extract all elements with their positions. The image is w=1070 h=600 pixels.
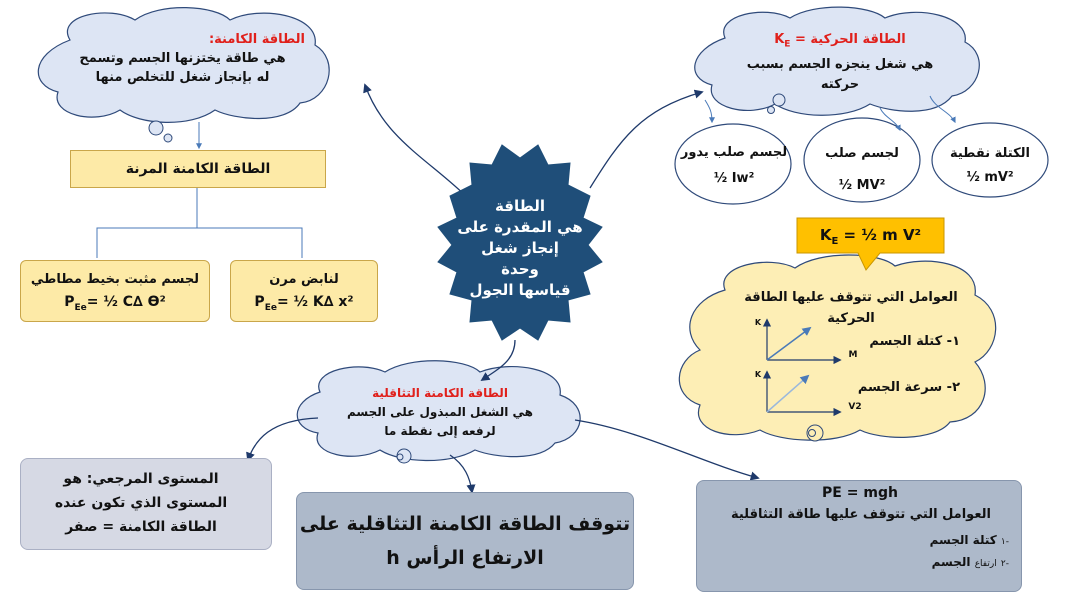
height-note-line: الارتفاع الرأس h xyxy=(386,547,544,569)
pe-factor-height: -٢ ارتفاع الجسم xyxy=(931,555,1009,569)
pe-formula: PE = mgh xyxy=(822,485,898,501)
elastic-wire-label: لجسم مثبت بخيط مطاطي xyxy=(30,272,200,287)
elastic-wire-formula: $P_{Ee}=$ ½ C∆ ϴ² xyxy=(64,294,166,313)
graph2-x-label: V2 xyxy=(848,402,862,412)
elastic-wire-box xyxy=(20,260,210,322)
reference-level-box xyxy=(20,458,272,550)
kinetic-title-symbol: $K_E$ xyxy=(774,32,791,50)
kinetic-title-text: الطاقة الحركية = xyxy=(794,32,906,47)
gravitational-line: هي الشغل المبذول على الجسم xyxy=(347,405,533,419)
gravitational-definition xyxy=(330,384,550,441)
case-rigid-body-formula: ½ MV² xyxy=(838,178,886,193)
kinetic-factor-speed: ٢- سرعة الجسم xyxy=(857,380,960,395)
center-line: إنجاز شغل xyxy=(481,239,559,257)
spring-box xyxy=(230,260,378,322)
center-line: هي المقدرة على xyxy=(457,218,583,236)
graph1-y-label: K xyxy=(754,318,762,327)
case-rotating-body-label: لجسم صلب يدور xyxy=(680,145,788,160)
kinetic-factor-mass: ١- كتلة الجسم xyxy=(869,334,960,349)
potential-definition xyxy=(60,30,305,87)
center-line: قياسها الجول xyxy=(469,281,571,299)
kinetic-line: هي شغل ينجزه الجسم بسبب xyxy=(746,56,934,72)
reference-line: الطاقة الكامنة = صفر xyxy=(65,519,217,535)
reference-line: المستوى الذي تكون عنده xyxy=(54,495,228,511)
case-rotating-body-formula: ½ Iw² xyxy=(713,171,755,186)
kinetic-factors-title: العوامل التي تتوقف عليها الطاقة الحركية xyxy=(744,290,958,326)
height-note-line: تتوقف الطاقة الكامنة التثاقلية على xyxy=(299,513,631,535)
pe-factor-mass: -١ كتلة الجسم xyxy=(929,533,1009,547)
gravitational-line: لرفعه إلى نقطة ما xyxy=(384,424,496,438)
potential-line: له بإنجاز شغل للتخلص منها xyxy=(95,70,270,85)
center-line: وحدة xyxy=(501,260,539,278)
potential-title: الطاقة الكامنة: xyxy=(208,32,305,47)
kinetic-title xyxy=(722,30,958,55)
center-definition xyxy=(440,196,600,301)
pe-factors-title: العوامل التي تتوقف عليها طاقة التثاقلية xyxy=(730,507,991,522)
potential-line: هي طاقة يختزنها الجسم وتسمح xyxy=(79,51,286,66)
spring-label: لنابض مرن xyxy=(269,272,339,287)
height-note-box xyxy=(296,492,634,590)
pe-factors-box xyxy=(696,480,1022,592)
reference-line: المستوى المرجعي: هو xyxy=(63,471,219,487)
elastic-potential-title: الطاقة الكامنة المرنة xyxy=(125,161,271,177)
case-point-mass xyxy=(940,142,1040,190)
case-rotating-body xyxy=(680,140,788,192)
kinetic-definition xyxy=(722,30,958,95)
gravitational-title: الطاقة الكامنة التثاقلية xyxy=(372,386,508,400)
graph1-x-label: M xyxy=(848,350,858,360)
case-point-mass-formula: ½ mV² xyxy=(966,170,1014,185)
kinetic-line: حركته xyxy=(820,76,860,92)
center-line: الطاقة xyxy=(495,197,545,215)
case-rigid-body-label: لجسم صلب xyxy=(825,146,899,161)
elastic-potential-box xyxy=(70,150,326,188)
spring-formula: $P_{Ee}=$ ½ K∆ x² xyxy=(254,294,354,313)
case-point-mass-label: الكتلة نقطية xyxy=(949,146,1030,161)
ke-formula: $K_E$ = ½ m V² xyxy=(819,226,922,247)
case-rigid-body xyxy=(812,138,912,202)
graph2-y-label: K xyxy=(754,370,762,379)
